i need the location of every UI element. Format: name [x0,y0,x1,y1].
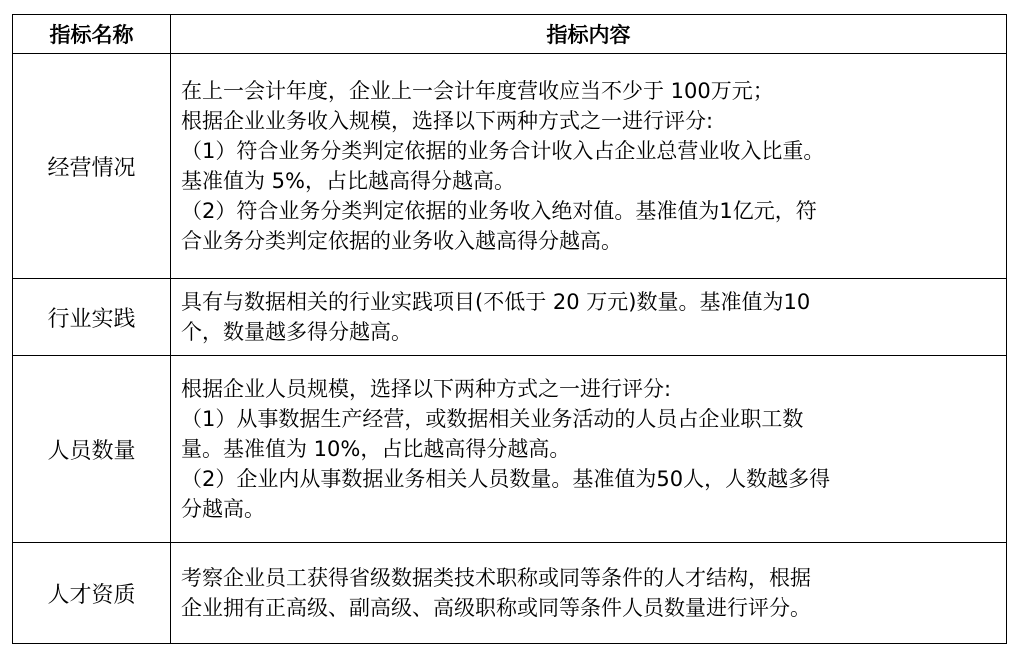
header-indicator-name: 指标名称 [13,15,171,54]
table-row-practice [13,279,1007,356]
table-header-row [13,15,1007,54]
content-line: 合业务分类判定依据的业务收入越高得分越高。 [181,229,622,253]
content-line: （2）符合业务分类判定依据的业务收入绝对值。基准值为1亿元，符 [181,199,817,223]
content-line: 个，数量越多得分越高。 [181,320,412,344]
indicator-table [12,14,1007,644]
content-line: 基准值为 5%，占比越高得分越高。 [181,169,515,193]
table-row-business [13,54,1007,279]
indicator-name: 人员数量 [13,356,171,543]
content-line: 根据企业人员规模，选择以下两种方式之一进行评分: [181,377,672,401]
table-row-talent [13,543,1007,644]
content-line: 根据企业业务收入规模，选择以下两种方式之一进行评分: [181,109,714,133]
content-line: 具有与数据相关的行业实践项目(不低于 20 万元)数量。基准值为10 [181,290,811,314]
content-line: 在上一会计年度，企业上一会计年度营收应当不少于 100万元； [181,79,774,103]
content-line: （2）企业内从事数据业务相关人员数量。基准值为50人，人数越多得 [181,467,831,491]
content-line: （1）从事数据生产经营，或数据相关业务活动的人员占企业职工数 [181,407,804,431]
header-indicator-content: 指标内容 [171,15,1007,54]
content-line: 企业拥有正高级、副高级、高级职称或同等条件人员数量进行评分。 [181,596,811,620]
indicator-content [171,543,1007,644]
content-line: （1）符合业务分类判定依据的业务合计收入占企业总营业收入比重。 [181,139,825,163]
indicator-content [171,356,1007,543]
indicator-content [171,54,1007,279]
indicator-content [171,279,1007,356]
indicator-name: 行业实践 [13,279,171,356]
indicator-name: 人才资质 [13,543,171,644]
table-row-staff [13,356,1007,543]
content-line: 量。基准值为 10%，占比越高得分越高。 [181,437,571,461]
content-line: 分越高。 [181,497,265,521]
content-line: 考察企业员工获得省级数据类技术职称或同等条件的人才结构，根据 [181,566,811,590]
indicator-name: 经营情况 [13,54,171,279]
